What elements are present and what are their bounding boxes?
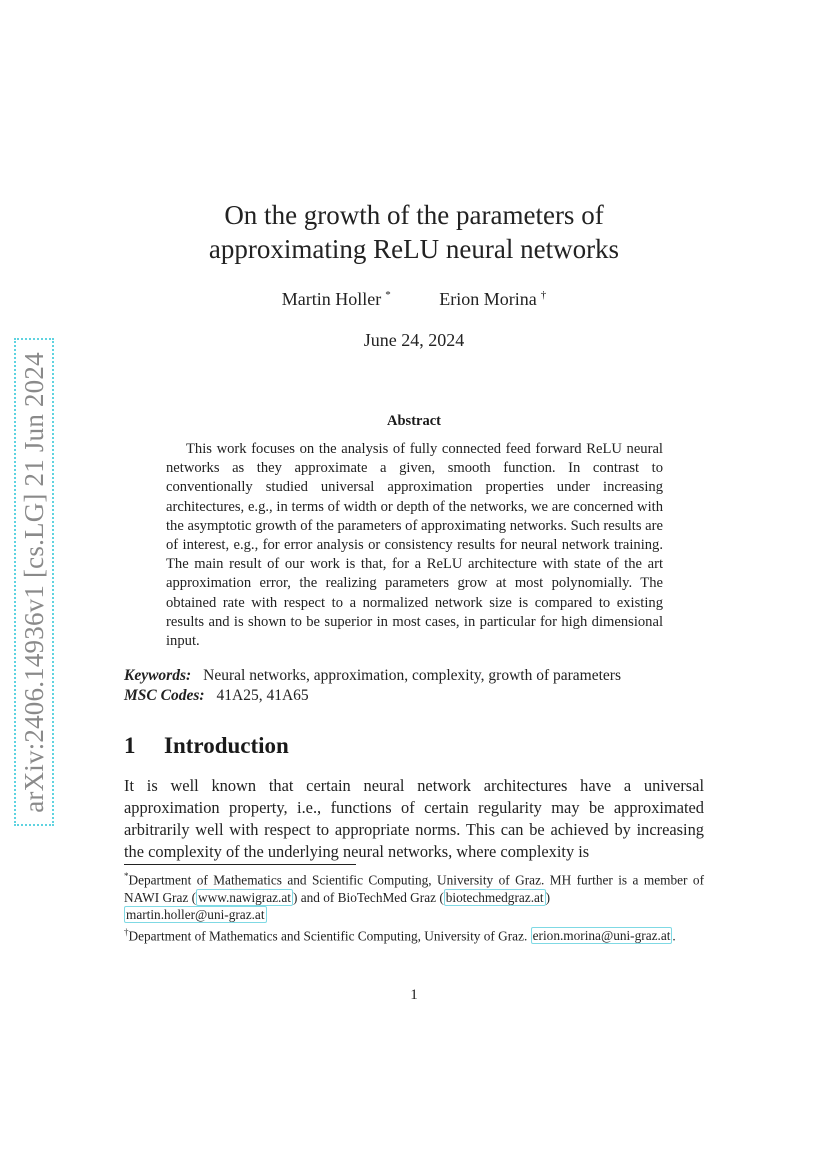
title-line-2: approximating ReLU neural networks [208, 234, 620, 264]
arxiv-identifier-stamp[interactable] [14, 338, 54, 826]
author-1-name: Martin Holler [281, 289, 382, 309]
footnote-1-mark: * [124, 871, 129, 881]
author-2-footnote-mark[interactable]: † [540, 289, 547, 301]
footnotes [124, 868, 704, 945]
morina-email-link[interactable]: erion.morina@uni-graz.at [532, 928, 671, 944]
keywords-value: Neural networks, approximation, complexity, growth of parameters [203, 667, 621, 684]
msc-value: 41A25, 41A65 [216, 687, 309, 704]
holler-email-link[interactable]: martin.holler@uni-graz.at [126, 907, 265, 923]
author-list [120, 289, 708, 310]
author-2 [439, 289, 546, 310]
keywords-block [124, 666, 714, 706]
abstract-heading: Abstract [387, 413, 441, 429]
author-1 [282, 289, 391, 310]
section-heading [124, 733, 704, 759]
msc-line [124, 686, 714, 706]
title-line-1: On the growth of the parameters of [224, 200, 604, 230]
paper-title [120, 198, 708, 266]
author-1-footnote-mark[interactable]: * [385, 289, 391, 301]
page-number: 1 [410, 987, 418, 1003]
footnote-2-mark: † [124, 926, 129, 937]
footnote-divider [124, 864, 356, 865]
arxiv-identifier-text: arXiv:2406.14936v1 [cs.LG] 21 Jun 2024 [18, 351, 49, 813]
abstract-text: This work focuses on the analysis of fully connected feed forward ReLU neural networks as they approximate a given, smooth function. In contrast to conventionally studied universal approximation properties under increasing architectures, e.g., in terms of width or depth of the networks, we are concerned with the asymptotic growth of the parameters of approximating networks. Such results are of interest, e.g., for error analysis or consistency results for neural network training. The main result of our work is that, for a ReLU architecture with state of the art approximation error, the realizing parameters grow at most polynomially. The obtained rate with respect to a normalized network size is compared to existing results and is shown to be superior in most cases, in particular for high dimensional input. [166, 441, 663, 650]
msc-label: MSC Codes: [124, 687, 205, 704]
nawigraz-link[interactable]: www.nawigraz.at [198, 889, 291, 905]
footnote-2-tail: . [672, 928, 676, 944]
footnote-2 [124, 924, 704, 945]
keywords-line [124, 666, 714, 686]
introduction-paragraph: It is well known that certain neural network architectures have a universal approximation property, i.e., functions of certain regularity may be approximated arbitrarily well with respect to appropriate norms. This can be achieved by increasing the complexity of the underlying neural networks, where complexity is [124, 776, 704, 861]
footnote-2-text: Department of Mathematics and Scientific Computing, University of Graz. [128, 928, 528, 944]
footnote-1 [124, 868, 704, 924]
section-number: 1 [124, 733, 136, 758]
footnote-1-text-b: ) and of BioTechMed Graz ( [292, 889, 444, 905]
footnote-1-text-a: Department of Mathematics and Scientific Computing, University of Graz. MH further is a member of NAWI Graz ( [124, 872, 704, 905]
footnote-1-text-c: ) [545, 889, 551, 905]
author-2-name: Erion Morina [439, 289, 537, 309]
publication-date: June 24, 2024 [363, 330, 465, 350]
section-title: Introduction [164, 733, 289, 758]
biotechmed-link[interactable]: biotechmedgraz.at [445, 889, 544, 905]
keywords-label: Keywords: [124, 667, 192, 684]
